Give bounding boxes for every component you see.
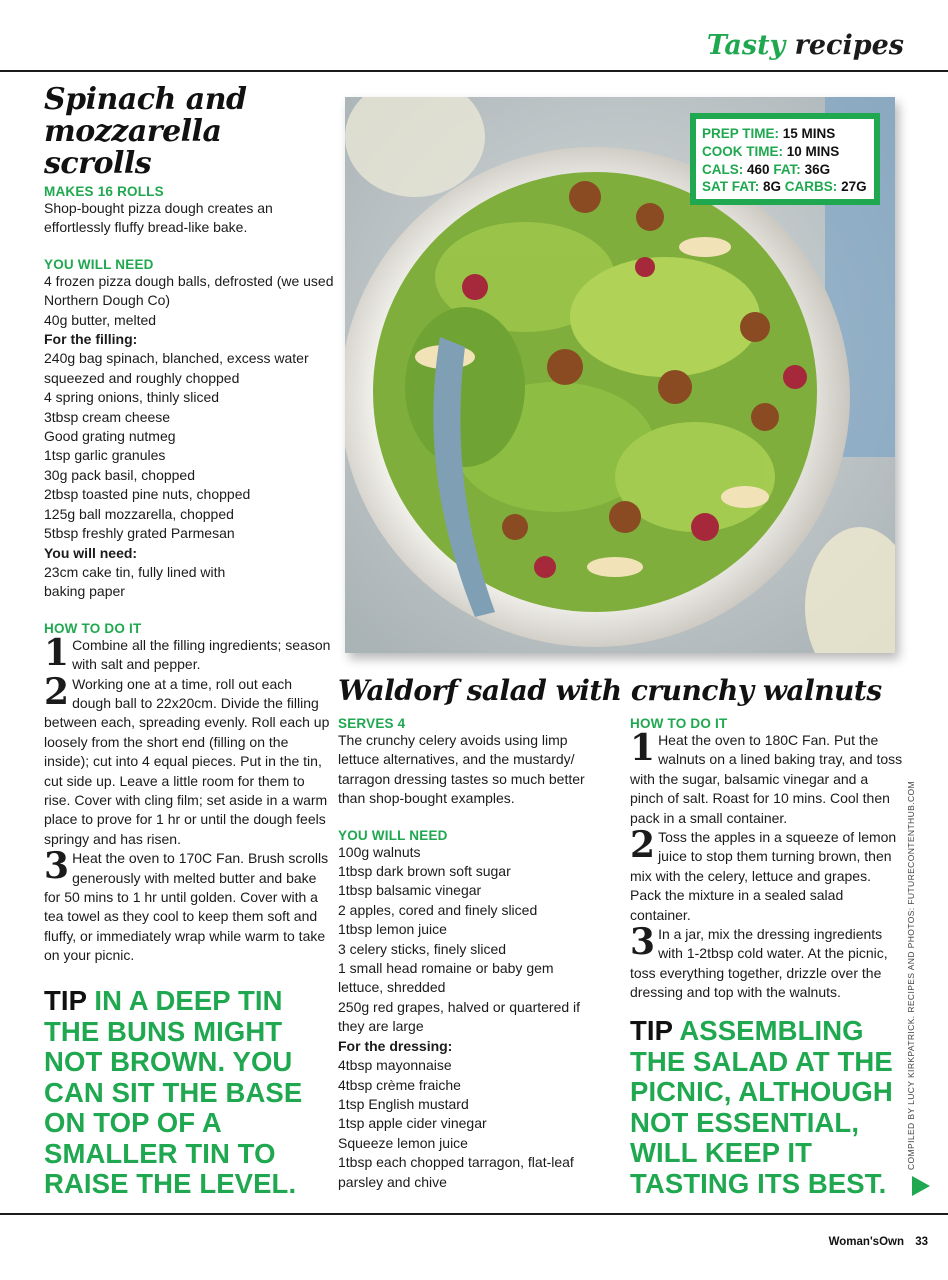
nutrition-info-box: PREP TIME: 15 MINS COOK TIME: 10 MINS CALS: 460 FAT: 36G SAT FAT: 8G CARBS: 27G (690, 113, 880, 205)
header-rule (0, 70, 948, 72)
equipment-item: 23cm cake tin, fully lined with baking paper (44, 563, 226, 600)
ingredient-item: 2 apples, cored and finely sliced (338, 901, 538, 918)
ingredient-item: 1tbsp dark brown soft sugar (338, 863, 511, 880)
method-step: 2 Toss the apples in a squeeze of lemon juice to stop them turning brown, then mix with the celery, lettuce and grapes. Pack the mixture in a sealed salad container. (630, 824, 897, 923)
ingredient-item: 1tbsp each chopped tarragon, flat-leaf parsley and chive (338, 1154, 574, 1190)
ingredient-item: 125g ball mozzarella, chopped (44, 505, 234, 522)
continue-arrow-icon (912, 1176, 930, 1196)
recipe1-makes: MAKES 16 ROLLS (44, 184, 164, 199)
ingredient-item: 240g bag spinach, blanched, excess water squeezed and roughly chopped (44, 350, 309, 386)
ingredient-item: 3tbsp cream cheese (44, 408, 171, 425)
recipe1-column (44, 84, 334, 966)
section-title: Tasty recipes (706, 30, 904, 61)
page-footer (829, 1236, 928, 1248)
recipe2-tip: TIP ASSEMBLING THE SALAD AT THE PICNIC, ALTHOUGH NOT ESSENTIAL, WILL KEEP IT TASTING ITS BEST. (630, 1015, 893, 1199)
ingredient-item: 3 celery sticks, finely sliced (338, 940, 507, 957)
step-number: 1 (630, 727, 656, 769)
ingredient-item: 4 frozen pizza dough balls, defrosted (we used Northern Dough Co) (44, 272, 334, 309)
recipe1-tip: TIP IN A DEEP TIN THE BUNS MIGHT NOT BROWN. YOU CAN SIT THE BASE ON TOP OF A SMALLER TIN TO RAISE THE LEVEL. (44, 985, 303, 1199)
equipment-label: You will need: (44, 544, 138, 561)
step-number: 3 (630, 921, 656, 964)
ingredient-item: 2tbsp toasted pine nuts, chopped (44, 486, 251, 503)
step-number: 3 (44, 845, 70, 888)
method-step: 1 Heat the oven to 180C Fan. Put the walnuts on a lined baking tray, and toss with the sugar, balsamic vinegar and a pinch of salt. Roast for 10 mins. Cool then pack in a small container. (630, 727, 903, 826)
recipe1-method-label: HOW TO DO IT (44, 620, 142, 636)
ingredient-item: 4tbsp mayonnaise (338, 1057, 452, 1074)
ingredient-item: 1tbsp lemon juice (338, 921, 447, 938)
step-number: 2 (44, 670, 70, 713)
recipe2-serves: SERVES 4 (338, 716, 406, 731)
step-number: 2 (630, 824, 656, 867)
method-step: 3 Heat the oven to 170C Fan. Brush scrolls generously with melted butter and bake for 50 mins to 1 hr until golden. Cover with a tea towel as they cool to keep them soft and fluffy, or immediately wrap while warm to take on your picnic. (44, 845, 329, 964)
recipe2-ingredients (338, 843, 610, 1192)
recipe1-title: Spinach and mozzarella scrolls (44, 82, 247, 181)
ingredient-item: 4 spring onions, thinly sliced (44, 389, 220, 406)
ingredient-item: 5tbsp freshly grated Parmesan (44, 525, 235, 542)
photo-credit: COMPILED BY LUCY KIRKPATRICK. RECIPES AND PHOTOS: FUTURECONTENTHUB.COM (906, 781, 916, 1170)
ingredient-item: 1tsp apple cider vinegar (338, 1115, 487, 1132)
filling-label: For the filling: (44, 331, 138, 348)
ingredient-item: 4tbsp crème fraiche (338, 1076, 461, 1093)
ingredient-item: Good grating nutmeg (44, 428, 176, 445)
method-step: 2 Working one at a time, roll out each dough ball to 22x20cm. Divide the filling between each, spreading evenly. Roll each up loosely from the short end (filling on the inside); cut into 4 equal pieces. Put in the tin, cut side up. Leave a little room for them to rise. Cover with cling film; set aside in a warm place to prove for 1 hr or until the dough feels springy and has risen. (44, 670, 330, 847)
recipe2-intro: The crunchy celery avoids using limp lettuce alternatives, and the mustardy/ tarragon dressing tastes so much better than shop-bought examples. (338, 732, 585, 807)
recipe2-method-column (630, 716, 905, 1003)
recipe1-intro: Shop-bought pizza dough creates an effortlessly fluffy bread-like bake. (44, 200, 273, 236)
magazine-name: Woman'sOwn (828, 1236, 904, 1248)
recipe1-method (44, 631, 334, 966)
recipe2-ingredients-column (338, 716, 610, 1192)
ingredient-item: 1tbsp balsamic vinegar (338, 882, 482, 899)
dressing-label: For the dressing: (338, 1037, 453, 1054)
ingredient-item: 1tsp English mustard (338, 1095, 469, 1112)
recipe2-title: Waldorf salad with crunchy walnuts (338, 674, 882, 707)
ingredient-item: Squeeze lemon juice (338, 1134, 468, 1151)
method-step: 1 Combine all the filling ingredients; season with salt and pepper. (44, 631, 331, 674)
step-number: 1 (44, 631, 70, 674)
ingredient-item: 1 small head romaine or baby gem lettuce, shredded (338, 960, 554, 996)
page-number: 33 (915, 1236, 928, 1248)
ingredient-item: 250g red grapes, halved or quartered if they are large (338, 998, 581, 1035)
ingredient-item: 1tsp garlic granules (44, 447, 166, 464)
ingredient-item: 100g walnuts (338, 843, 421, 860)
recipe2-method (630, 727, 905, 1003)
ingredient-item: 30g pack basil, chopped (44, 466, 195, 483)
recipe2-method-label: HOW TO DO IT (630, 716, 728, 731)
ingredient-item: 40g butter, melted (44, 311, 157, 328)
footer-rule (0, 1213, 948, 1215)
recipe1-ingredients (44, 272, 334, 602)
method-step: 3 In a jar, mix the dressing ingredients with 1-2tbsp cold water. At the picnic, toss everything together, drizzle over the dressing and top with the walnuts. (630, 921, 888, 1001)
recipe1-ingredients-label: YOU WILL NEED (44, 256, 154, 272)
recipe2-ingredients-label: YOU WILL NEED (338, 827, 448, 843)
